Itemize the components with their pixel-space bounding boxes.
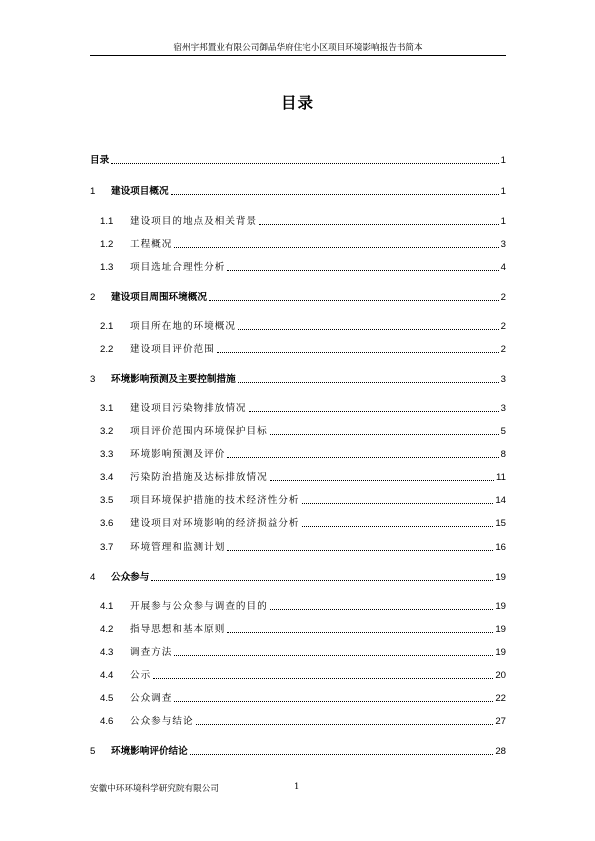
toc-leader-dots bbox=[270, 433, 499, 435]
toc-entry[interactable] bbox=[100, 644, 506, 658]
toc-entry[interactable] bbox=[100, 213, 506, 227]
toc-entry-page: 27 bbox=[495, 716, 506, 727]
toc-entry-label: 工程概况 bbox=[130, 239, 173, 250]
toc-entry-label: 建设项目污染物排放情况 bbox=[130, 403, 247, 414]
toc-leader-dots bbox=[270, 608, 494, 610]
toc-leader-dots bbox=[227, 549, 493, 551]
toc-entry-label: 公众参与结论 bbox=[130, 716, 194, 727]
toc-leader-dots bbox=[259, 223, 499, 225]
toc-entry[interactable] bbox=[100, 446, 506, 460]
toc-leader-dots bbox=[227, 456, 498, 458]
toc-entry-page: 19 bbox=[495, 624, 506, 635]
toc-entry-page: 5 bbox=[500, 426, 506, 437]
toc-entry-number: 4 bbox=[90, 572, 96, 583]
toc-entry-page: 3 bbox=[500, 403, 506, 414]
toc-entry[interactable] bbox=[100, 539, 506, 553]
toc-entry-number: 4.4 bbox=[100, 670, 114, 681]
toc-leader-dots bbox=[190, 753, 494, 755]
toc-entry[interactable] bbox=[100, 667, 506, 681]
toc-entry-label: 建设项目的地点及相关背景 bbox=[130, 216, 258, 227]
toc-entry-label: 调查方法 bbox=[130, 647, 173, 658]
toc-entry-number: 3.1 bbox=[100, 403, 114, 414]
toc-entry[interactable] bbox=[100, 492, 506, 506]
toc-leader-dots bbox=[238, 328, 499, 330]
toc-leader-dots bbox=[209, 299, 499, 301]
toc-entry-page: 14 bbox=[495, 495, 506, 506]
toc-entry-page: 8 bbox=[500, 449, 506, 460]
toc-entry-page: 2 bbox=[500, 344, 506, 355]
toc-entry-number: 3.2 bbox=[100, 426, 114, 437]
toc-entry-label: 公众调查 bbox=[130, 693, 173, 704]
toc-entry-page: 11 bbox=[496, 472, 506, 483]
toc-entry-page: 19 bbox=[495, 572, 506, 583]
toc-entry-number: 1.2 bbox=[100, 239, 114, 250]
toc-leader-dots bbox=[111, 162, 498, 164]
toc-entry[interactable] bbox=[90, 289, 506, 303]
toc-entry-number: 1 bbox=[90, 186, 96, 197]
toc-entry-number: 3.7 bbox=[100, 542, 114, 553]
toc-entry-label: 建设项目周围环境概况 bbox=[111, 292, 207, 303]
toc-entry[interactable] bbox=[90, 569, 506, 583]
toc-leader-dots bbox=[302, 525, 494, 527]
toc-entry-label: 污染防治措施及达标排放情况 bbox=[130, 472, 268, 483]
toc-entry-number: 3 bbox=[90, 374, 96, 385]
running-header: 宿州宇邦置业有限公司御品华府住宅小区项目环境影响报告书简本 bbox=[173, 43, 423, 53]
toc-entry-number: 1.1 bbox=[100, 216, 114, 227]
toc-entry-label: 项目评价范围内环境保护目标 bbox=[130, 426, 268, 437]
toc-entry-label: 目录 bbox=[90, 155, 110, 166]
toc-leader-dots bbox=[153, 677, 493, 679]
toc-entry-label: 项目环境保护措施的技术经济性分析 bbox=[130, 495, 300, 506]
toc-leader-dots bbox=[227, 631, 493, 633]
toc-entry-page: 15 bbox=[495, 518, 506, 529]
toc-entry[interactable] bbox=[100, 690, 506, 704]
toc-entry-page: 4 bbox=[500, 262, 506, 273]
toc-entry-number: 3.4 bbox=[100, 472, 114, 483]
toc-entry-page: 28 bbox=[495, 746, 506, 757]
toc-entry-page: 1 bbox=[500, 186, 506, 197]
page-title: 目录 bbox=[280, 94, 314, 112]
footer-page-number: 1 bbox=[294, 782, 300, 792]
toc-entry-page: 1 bbox=[500, 216, 506, 227]
toc-entry-number: 4.6 bbox=[100, 716, 114, 727]
toc-entry-label: 环境影响预测及主要控制措施 bbox=[111, 374, 236, 385]
toc-entry-page: 3 bbox=[500, 239, 506, 250]
toc-entry-number: 4.2 bbox=[100, 624, 114, 635]
toc-leader-dots bbox=[174, 700, 493, 702]
toc-entry-number: 5 bbox=[90, 746, 96, 757]
toc-leader-dots bbox=[238, 381, 499, 383]
toc-leader-dots bbox=[171, 193, 499, 195]
toc-entry[interactable] bbox=[100, 423, 506, 437]
toc-entry-label: 开展参与公众参与调查的目的 bbox=[130, 601, 268, 612]
toc-entry-page: 3 bbox=[500, 374, 506, 385]
toc-entry-label: 项目所在地的环境概况 bbox=[130, 321, 236, 332]
toc-entry[interactable] bbox=[100, 515, 506, 529]
toc-entry-label: 建设项目概况 bbox=[111, 186, 169, 197]
toc-leader-dots bbox=[217, 351, 499, 353]
toc-entry-number: 1.3 bbox=[100, 262, 114, 273]
toc-entry-page: 1 bbox=[500, 155, 506, 166]
toc-entry[interactable] bbox=[100, 713, 506, 727]
toc-entry-label: 公众参与 bbox=[111, 572, 150, 583]
toc-entry[interactable] bbox=[100, 400, 506, 414]
toc-entry-label: 环境影响预测及评价 bbox=[130, 449, 226, 460]
toc-leader-dots bbox=[174, 246, 498, 248]
toc-entry[interactable] bbox=[90, 183, 506, 197]
toc-entry[interactable] bbox=[100, 598, 506, 612]
toc-entry-number: 3.6 bbox=[100, 518, 114, 529]
toc-leader-dots bbox=[174, 654, 493, 656]
toc-entry-page: 19 bbox=[495, 601, 506, 612]
toc-entry-number: 4.5 bbox=[100, 693, 114, 704]
toc-leader-dots bbox=[302, 502, 494, 504]
toc-entry-page: 2 bbox=[500, 321, 506, 332]
toc-entry-label: 建设项目对环境影响的经济损益分析 bbox=[130, 518, 300, 529]
toc-leader-dots bbox=[270, 479, 494, 481]
toc-entry-number: 4.1 bbox=[100, 601, 114, 612]
header-rule bbox=[90, 55, 506, 56]
toc-entry[interactable] bbox=[100, 236, 506, 250]
toc-entry[interactable] bbox=[100, 341, 506, 355]
toc-leader-dots bbox=[227, 269, 498, 271]
toc-entry-label: 公示 bbox=[130, 670, 152, 681]
toc-entry-number: 2 bbox=[90, 292, 96, 303]
footer-organization: 安徽中环环境科学研究院有限公司 bbox=[90, 784, 219, 794]
toc-entry-label: 环境管理和监测计划 bbox=[130, 542, 226, 553]
toc-entry[interactable] bbox=[100, 318, 506, 332]
toc-entry-number: 2.2 bbox=[100, 344, 114, 355]
toc-leader-dots bbox=[249, 410, 499, 412]
toc-entry-label: 环境影响评价结论 bbox=[111, 746, 188, 757]
toc-entry-number: 3.3 bbox=[100, 449, 114, 460]
toc-entry-page: 2 bbox=[500, 292, 506, 303]
toc-entry-label: 指导思想和基本原则 bbox=[130, 624, 226, 635]
toc-entry[interactable] bbox=[90, 152, 506, 166]
toc-entry-page: 22 bbox=[495, 693, 506, 704]
toc-entry-page: 20 bbox=[495, 670, 506, 681]
toc-entry-page: 19 bbox=[495, 647, 506, 658]
toc-entry[interactable] bbox=[100, 259, 506, 273]
toc-entry-label: 项目选址合理性分析 bbox=[130, 262, 226, 273]
toc-entry-label: 建设项目评价范围 bbox=[130, 344, 215, 355]
toc-entry-number: 3.5 bbox=[100, 495, 114, 506]
toc-entry-page: 16 bbox=[495, 542, 506, 553]
toc-entry-number: 4.3 bbox=[100, 647, 114, 658]
toc-entry-number: 2.1 bbox=[100, 321, 114, 332]
toc-entry[interactable] bbox=[100, 621, 506, 635]
toc-entry[interactable] bbox=[90, 371, 506, 385]
toc-leader-dots bbox=[151, 579, 493, 581]
toc-entry[interactable] bbox=[90, 743, 506, 757]
toc-entry[interactable] bbox=[100, 469, 506, 483]
toc-leader-dots bbox=[196, 723, 494, 725]
